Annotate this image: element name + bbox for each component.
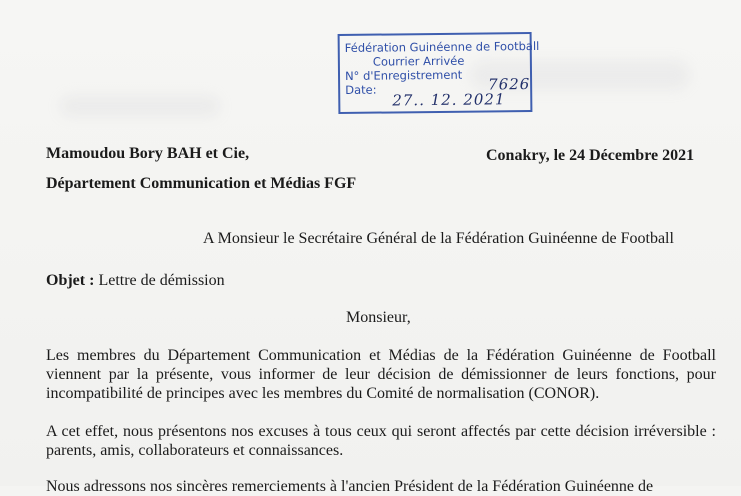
- body-paragraph-1: Les membres du Département Communication et Médias de la Fédération Guinéenne de Football viennent par la présente, vous informer de leur décision de démissionner de leurs fonctions, pour incompatibilité de principes avec les membres du Comité de normalisation (CONOR).: [46, 347, 716, 402]
- body-paragraph-2: A cet effet, nous présentons nos excuses à tous ceux qui seront affectés par cette décision irréversible : parents, amis, collaborateurs et connaissances.: [46, 423, 716, 459]
- stamp-federation: Fédération Guinéenne de Football: [344, 38, 540, 55]
- stamp-date-value: 27.. 12. 2021: [392, 90, 506, 110]
- stamp-mail-received: Courrier Arrivée: [372, 53, 465, 69]
- sender-name: Mamoudou Bory BAH et Cie,: [46, 145, 250, 162]
- recipient-line: A Monsieur le Secrétaire Général de la Fédération Guinéenne de Football: [203, 230, 674, 247]
- body-paragraph-3: Nous adressons nos sincères remerciements à l'ancien Président de la Fédération Guinéenne de: [46, 478, 654, 495]
- subject-label: Objet :: [46, 272, 95, 289]
- reception-stamp: [338, 32, 540, 114]
- sender-department: Département Communication et Médias FGF: [46, 175, 357, 192]
- subject-text: Lettre de démission: [94, 272, 225, 289]
- salutation: Monsieur,: [346, 309, 411, 326]
- bleed-through-smudge: [60, 95, 220, 117]
- subject-line: [46, 272, 225, 290]
- place-and-date: Conakry, le 24 Décembre 2021: [486, 147, 695, 164]
- stamp-registration-label: N° d'Enregistrement: [344, 67, 463, 83]
- stamp-registration-number: 7626: [488, 75, 531, 94]
- stamp-date-label: Date:: [345, 82, 377, 97]
